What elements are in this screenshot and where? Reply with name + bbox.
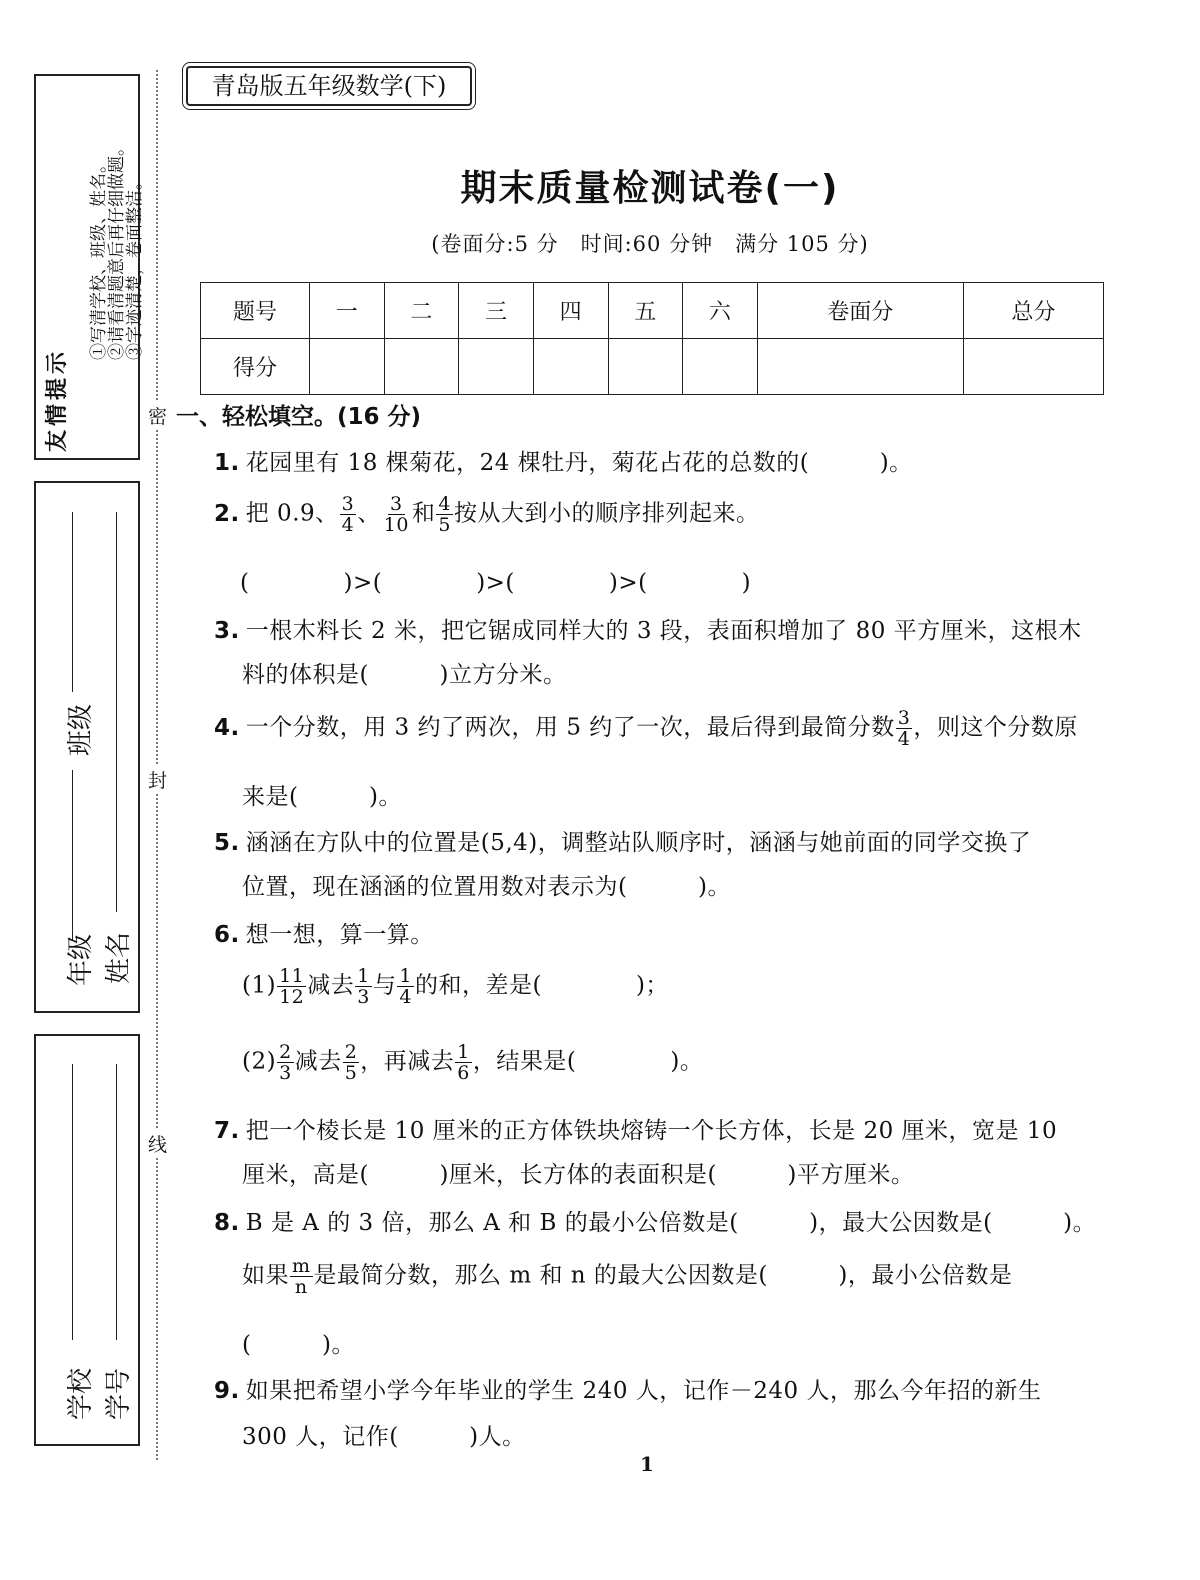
q4-line2: 来是( )。 (242, 784, 402, 810)
q2-post: 按从大到小的顺序排列起来。 (454, 500, 760, 527)
question-text: 涵涵在方队中的位置是(5,4)，调整站队顺序时，涵涵与她前面的同学交换了 (245, 830, 1032, 856)
denominator: 4 (399, 986, 412, 1008)
q2-sep: 、 (357, 500, 381, 527)
numerator: 3 (897, 707, 911, 729)
question-6 (214, 916, 434, 949)
q8-line3: ( )。 (242, 1332, 355, 1358)
question-3 (214, 612, 1082, 645)
score-cell[interactable] (757, 339, 963, 395)
score-header-cell: 卷面分 (757, 283, 963, 339)
tip-1: ①写清学校、班级、姓名。 (89, 156, 109, 360)
section-heading: 一、轻松填空。(16 分) (176, 404, 422, 430)
q8-line2 (242, 1256, 1012, 1297)
q2-mid: 和 (411, 500, 436, 527)
score-header-cell: 四 (533, 283, 608, 339)
score-row-label: 得分 (201, 339, 310, 395)
question-text: 想一想，算一算。 (245, 922, 434, 948)
question-number: 9. (214, 1378, 240, 1404)
part-text: 减去 (307, 972, 355, 999)
exam-title: 期末质量检测试卷(一) (460, 168, 840, 209)
grade-underline (72, 770, 73, 940)
part-text: ，再减去 (360, 1048, 455, 1075)
question-number: 1. (214, 450, 240, 476)
score-header-cell: 六 (683, 283, 758, 339)
question-5 (214, 824, 1031, 857)
denominator: 10 (383, 514, 409, 536)
q6-part-2 (242, 1042, 703, 1083)
q2-answer-blanks[interactable]: ( )>( )>( )>( ) (240, 570, 752, 596)
denominator: 12 (279, 986, 305, 1008)
fraction (343, 1042, 360, 1083)
denominator: 4 (341, 514, 355, 536)
class-label: 班级 (66, 703, 96, 756)
score-cell[interactable] (384, 339, 459, 395)
question-text: ，则这个分数原 (913, 714, 1078, 741)
page-number: 1 (640, 1452, 654, 1476)
question-number: 3. (214, 618, 240, 644)
seal-char-xian: 线 (148, 1130, 167, 1157)
question-2 (214, 494, 760, 535)
numerator: 11 (279, 965, 305, 987)
part-text: ，结果是( )。 (472, 1048, 704, 1075)
score-cell[interactable] (459, 339, 534, 395)
question-4 (214, 708, 1078, 749)
denominator: 3 (279, 1062, 292, 1084)
name-underline (116, 512, 117, 912)
seal-char-feng: 封 (148, 766, 167, 793)
numerator: 1 (399, 965, 412, 987)
score-cell[interactable] (683, 339, 758, 395)
part-text: 的和，差是( )； (414, 972, 669, 999)
textbook-badge: 青岛版五年级数学(下) (186, 66, 472, 106)
score-header-cell: 总分 (963, 283, 1103, 339)
q3-line2: 料的体积是( )立方分米。 (242, 662, 567, 688)
fraction (896, 708, 913, 749)
score-table-score-row (201, 339, 1104, 395)
question-8 (214, 1204, 1096, 1237)
numerator: 2 (344, 1041, 358, 1063)
part-text: 减去 (294, 1048, 342, 1075)
numerator: 1 (357, 965, 370, 987)
q5-line2: 位置，现在涵涵的位置用数对表示为( )。 (242, 874, 731, 900)
q7-line2: 厘米，高是( )厘米，长方体的表面积是( )平方厘米。 (242, 1162, 915, 1188)
grade-label: 年级 (66, 933, 96, 986)
denominator: n (294, 1276, 308, 1298)
denominator: 3 (357, 986, 370, 1008)
fraction (355, 966, 372, 1007)
tips-heading: 友情提示 (45, 347, 70, 452)
numerator: 3 (341, 493, 355, 515)
question-text: 一个分数，用 3 约了两次，用 5 约了一次，最后得到最简分数 (245, 714, 895, 741)
seal-char-mi: 密 (148, 402, 167, 429)
score-cell[interactable] (963, 339, 1103, 395)
school-label: 学校 (66, 1367, 96, 1420)
fraction (340, 494, 357, 535)
exam-subtitle: (卷面分:5 分 时间:60 分钟 满分 105 分) (431, 232, 869, 256)
question-number: 4. (214, 714, 240, 741)
fraction (290, 1256, 313, 1297)
denominator: 5 (344, 1062, 358, 1084)
fraction (455, 1042, 472, 1083)
class-underline (72, 512, 73, 692)
question-number: 5. (214, 830, 240, 856)
score-table-header-row (201, 283, 1104, 339)
part-text: 与 (372, 972, 397, 999)
question-number: 8. (214, 1210, 240, 1236)
score-cell[interactable] (533, 339, 608, 395)
fraction (397, 966, 414, 1007)
question-text: 把一个棱长是 10 厘米的正方体铁块熔铸一个长方体，长是 20 厘米，宽是 10 (245, 1118, 1058, 1144)
denominator: 4 (897, 728, 911, 750)
numerator: 4 (438, 493, 452, 515)
fraction (382, 494, 411, 535)
q9-line2: 300 人，记作( )人。 (242, 1424, 526, 1450)
numerator: 1 (457, 1041, 470, 1063)
tip-2: ②请看清题意后再仔细做题。 (107, 139, 127, 360)
fraction (277, 966, 306, 1007)
question-number: 2. (214, 500, 240, 527)
denominator: 6 (457, 1062, 470, 1084)
binding-line (156, 70, 158, 1460)
question-text: 如果把希望小学今年毕业的学生 240 人，记作－240 人，那么今年招的新生 (245, 1378, 1042, 1404)
fraction (277, 1042, 294, 1083)
question-number: 7. (214, 1118, 240, 1144)
question-1 (214, 444, 913, 477)
q2-pre: 把 0.9、 (245, 500, 339, 527)
question-text: 一根木料长 2 米，把它锯成同样大的 3 段，表面积增加了 80 平方厘米，这根木 (245, 618, 1082, 644)
score-header-cell: 题号 (201, 283, 310, 339)
q6-part-1 (242, 966, 669, 1007)
score-table (200, 282, 1104, 395)
part-label: (2) (242, 1048, 277, 1075)
fraction (436, 494, 453, 535)
score-header-cell: 五 (608, 283, 683, 339)
tip-3: ③字迹清楚，卷面整洁。 (125, 173, 145, 360)
part-label: (1) (242, 972, 277, 999)
score-header-cell: 一 (310, 283, 385, 339)
numerator: 3 (390, 493, 403, 515)
id-underline (116, 1064, 117, 1340)
numerator: m (292, 1255, 311, 1277)
school-underline (72, 1064, 73, 1340)
id-label: 学号 (104, 1367, 134, 1420)
question-9 (214, 1372, 1041, 1405)
question-number: 6. (214, 922, 240, 948)
question-text: 如果 (242, 1262, 289, 1289)
denominator: 5 (438, 514, 452, 536)
question-7 (214, 1112, 1057, 1145)
score-header-cell: 二 (384, 283, 459, 339)
score-cell[interactable] (310, 339, 385, 395)
question-text: 是最简分数，那么 m 和 n 的最大公因数是( )，最小公倍数是 (313, 1262, 1013, 1289)
score-cell[interactable] (608, 339, 683, 395)
score-header-cell: 三 (459, 283, 534, 339)
question-text: B 是 A 的 3 倍，那么 A 和 B 的最小公倍数是( )，最大公因数是( )。 (245, 1210, 1097, 1236)
question-text: 花园里有 18 棵菊花，24 棵牡丹，菊花占花的总数的( )。 (245, 450, 913, 476)
name-label: 姓名 (104, 931, 134, 984)
numerator: 2 (279, 1041, 292, 1063)
